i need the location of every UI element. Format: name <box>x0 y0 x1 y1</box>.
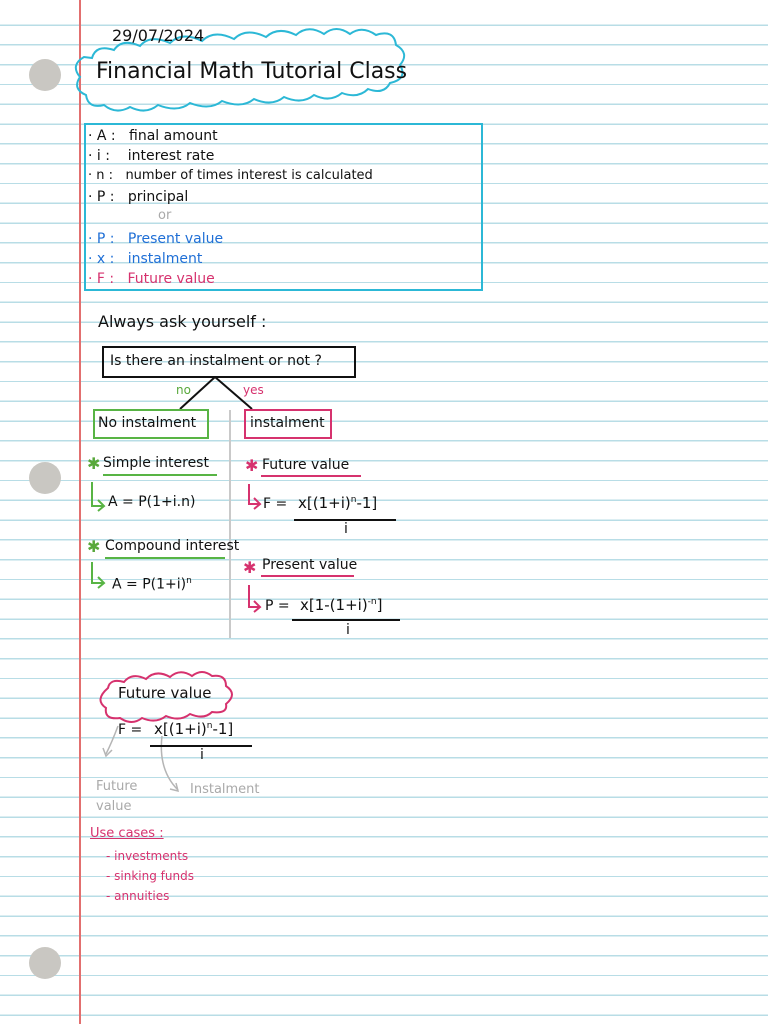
page-title: Financial Math Tutorial Class <box>96 59 408 84</box>
compound-interest-heading: Compound interest <box>105 538 240 554</box>
legend-row: · x : instalment <box>88 251 203 268</box>
future-value-detail-numerator: $x[(1+i)^n-1]$ <box>154 720 234 738</box>
legend-row: · A : final amount <box>88 128 218 144</box>
no-label: no <box>176 383 191 397</box>
legend-row: · i : interest rate <box>88 148 215 165</box>
annotation-future-value: Future value <box>96 779 138 814</box>
annotation-instalment: Instalment <box>190 782 260 797</box>
present-value-lhs: P = <box>265 598 290 614</box>
instalment-label: instalment <box>250 415 325 431</box>
simple-interest-underline <box>103 474 217 476</box>
legend-row: · F : Future value <box>88 271 215 288</box>
future-value-numerator: $x[(1+i)^n-1]$ <box>298 494 378 512</box>
star-icon: ✱ <box>243 558 257 577</box>
legend-row: · P : principal <box>88 188 189 205</box>
variables-legend <box>88 126 373 207</box>
star-icon: ✱ <box>87 537 101 556</box>
question-text: Is there an instalment or not ? <box>110 353 322 369</box>
fraction-bar <box>292 619 400 621</box>
legend-or: or <box>158 208 172 223</box>
date-label: 29/07/2024 <box>112 26 205 45</box>
no-instalment-label: No instalment <box>98 415 197 431</box>
present-value-numerator: $x[1-(1+i)^{-n}]$ <box>300 596 383 614</box>
use-cases-list <box>106 846 194 906</box>
compound-interest-formula: $A = P(1+i)^n$ <box>112 576 192 593</box>
present-value-heading: Present value <box>262 557 358 573</box>
present-value-denominator: i <box>346 622 350 638</box>
list-item: - annuities <box>106 889 170 903</box>
future-value-detail-denominator: i <box>200 747 204 763</box>
present-value-underline <box>261 575 354 577</box>
future-value-lhs: F = <box>263 496 288 512</box>
legend-row: · n : number of times interest is calculated <box>88 168 373 184</box>
star-icon: ✱ <box>87 454 101 473</box>
compound-interest-underline <box>105 557 225 559</box>
future-value-detail-lhs: F = <box>118 722 143 738</box>
future-value-heading: Future value <box>262 457 350 473</box>
simple-interest-heading: Simple interest <box>103 455 209 471</box>
list-item: - investments <box>106 849 189 863</box>
legend-row: · P : Present value <box>88 231 224 247</box>
list-item: - sinking funds <box>106 869 194 883</box>
use-cases-heading: Use cases : <box>90 826 164 841</box>
variables-legend-alt <box>88 229 223 290</box>
ask-heading: Always ask yourself : <box>98 312 267 331</box>
simple-interest-formula: A = P(1+i.n) <box>108 494 196 510</box>
future-value-detail-heading: Future value <box>118 684 212 702</box>
column-divider <box>229 410 231 638</box>
future-value-underline <box>261 475 361 477</box>
star-icon: ✱ <box>245 456 259 475</box>
yes-label: yes <box>243 383 264 397</box>
future-value-denominator: i <box>344 521 348 537</box>
